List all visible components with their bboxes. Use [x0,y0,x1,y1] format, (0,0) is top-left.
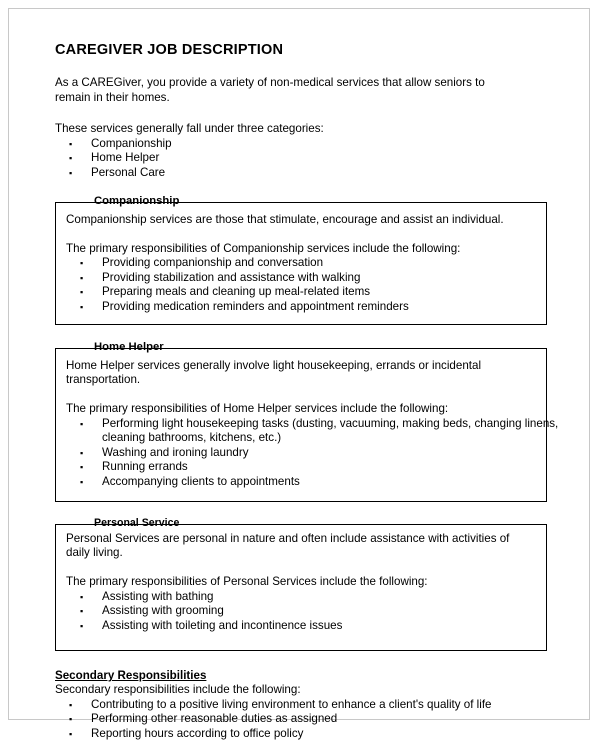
square-bullet-icon: ▪ [69,138,73,149]
spacer [66,561,536,576]
square-bullet-icon: ▪ [80,301,84,312]
section-body [55,348,559,502]
list-item-label: Personal Care [91,166,166,180]
list-item-label: Performing light housekeeping tasks (dusting, vacuuming, making beds, changing linens, cleaning bathrooms, kitchens, etc.) [102,416,559,445]
list-item [55,727,547,742]
document-content [55,42,559,742]
list-item [66,300,536,315]
list-item [66,285,536,300]
square-bullet-icon: ▪ [69,714,73,725]
square-bullet-icon: ▪ [80,476,84,487]
list-item [66,256,536,271]
list-item-label: Reporting hours according to office policy [91,726,304,740]
document-page [8,8,590,740]
list-item [55,151,547,166]
responsibilities-list [66,256,536,314]
section-body [55,524,547,652]
list-item-label: Providing companionship and conversation [102,256,324,270]
list-item [66,417,564,446]
list-item-label: Home Helper [91,151,160,165]
section-legend: Personal Service [87,516,186,530]
categories-list [55,137,547,181]
square-bullet-icon: ▪ [69,699,73,710]
responsibilities-lead: The primary responsibilities of Companionship services include the following: [66,241,461,255]
list-item [66,590,536,605]
list-item-label: Washing and ironing laundry [102,445,249,459]
list-item-label: Assisting with bathing [102,589,214,603]
square-bullet-icon: ▪ [80,272,84,283]
list-item [66,446,536,461]
square-bullet-icon: ▪ [80,606,84,617]
list-item [55,712,547,727]
spacer [66,388,536,403]
responsibilities-lead: The primary responsibilities of Home Helper services include the following: [66,402,449,416]
section-secondary-responsibilities [55,668,547,741]
section-legend: Companionship [87,194,186,208]
section-body [55,202,547,325]
categories-lead: These services generally fall under three categories: [55,122,324,136]
square-bullet-icon: ▪ [69,153,73,164]
responsibilities-list [66,590,536,634]
page-title: CAREGIVER JOB DESCRIPTION [55,42,284,58]
section-description: Home Helper services generally involve light housekeeping, errands or incidental transportation. [66,358,482,387]
square-bullet-icon: ▪ [80,620,84,631]
list-item-label: Running errands [102,460,188,474]
secondary-list [55,698,547,742]
list-item [66,460,536,475]
section-companionship [55,194,547,325]
section-home-helper [55,340,559,502]
list-item-label: Assisting with grooming [102,604,224,618]
list-item [66,475,536,490]
list-item [55,698,547,713]
square-bullet-icon: ▪ [80,287,84,298]
section-description: Personal Services are personal in nature and often include assistance with activities of daily living. [66,531,510,560]
square-bullet-icon: ▪ [69,168,73,179]
list-item [66,271,536,286]
list-item-label: Preparing meals and cleaning up meal-related items [102,285,371,299]
secondary-heading: Secondary Responsibilities [55,669,207,683]
square-bullet-icon: ▪ [80,418,84,429]
square-bullet-icon: ▪ [80,591,84,602]
list-item-label: Assisting with toileting and incontinence issues [102,618,343,632]
list-item-label: Companionship [91,136,172,150]
list-item-label: Providing stabilization and assistance with walking [102,270,361,284]
list-item-label: Performing other reasonable duties as assigned [91,712,338,726]
responsibilities-list [66,416,559,490]
list-item [55,137,547,152]
list-item [66,619,536,634]
list-item-label: Accompanying clients to appointments [102,474,300,488]
spacer [66,227,536,242]
section-description: Companionship services are those that stimulate, encourage and assist an individual. [66,212,504,226]
square-bullet-icon: ▪ [80,462,84,473]
square-bullet-icon: ▪ [69,728,73,739]
responsibilities-lead: The primary responsibilities of Personal Services include the following: [66,575,428,589]
list-item-label: Providing medication reminders and appointment reminders [102,299,409,313]
section-personal-service [55,516,547,652]
list-item-label: Contributing to a positive living environment to enhance a client's quality of life [91,697,492,711]
section-legend: Home Helper [87,340,171,354]
list-item [66,604,536,619]
list-item [55,166,547,181]
secondary-lead: Secondary responsibilities include the following: [55,683,301,697]
square-bullet-icon: ▪ [80,447,84,458]
square-bullet-icon: ▪ [80,258,84,269]
intro-paragraph: As a CAREGiver, you provide a variety of non-medical services that allow seniors to remain in their homes. [55,76,485,104]
